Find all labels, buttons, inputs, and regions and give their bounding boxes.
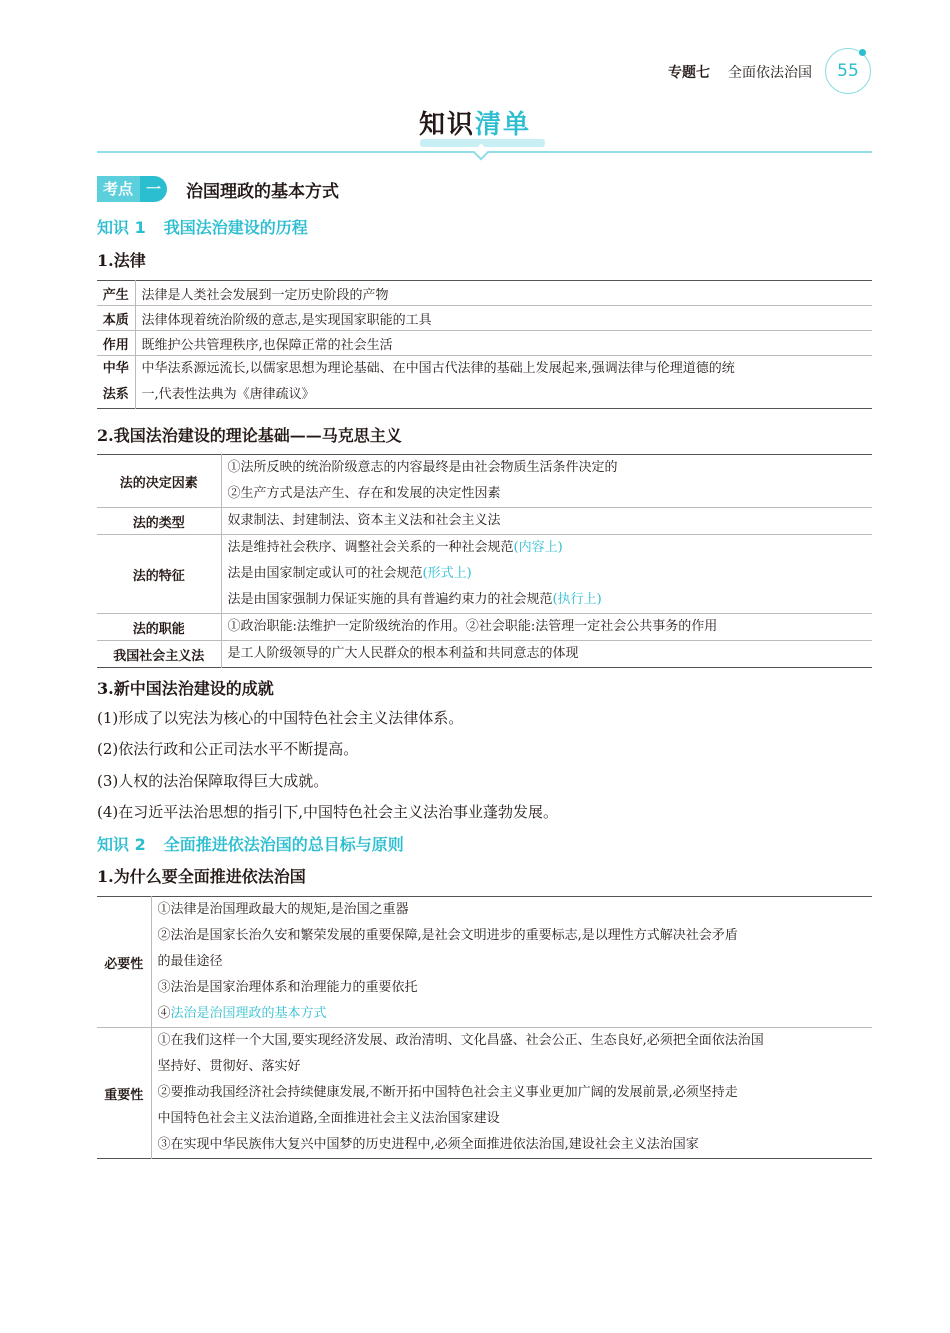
section-label: 全面依法治国	[728, 65, 812, 81]
zhishi-1-heading	[97, 215, 308, 238]
row-head: 法的类型	[97, 508, 221, 535]
kaodian-badge-label: 考点	[97, 176, 140, 202]
achievement-item: (1)形成了以宪法为核心的中国特色社会主义法律体系。	[97, 709, 464, 727]
row-head: 我国社会主义法	[97, 641, 221, 668]
table-row	[97, 306, 872, 331]
row-line: ①法所反映的统治阶级意志的内容最终是由社会物质生活条件决定的	[227, 460, 618, 475]
line-text: 法是由国家强制力保证实施的具有普遍约束力的社会规范	[227, 592, 553, 607]
rule-of-law-table	[97, 896, 872, 1159]
row-line	[228, 561, 867, 587]
kaodian-badge-number: 一	[140, 176, 167, 202]
table-row	[97, 356, 872, 409]
table-row	[97, 1028, 872, 1159]
row-text	[135, 356, 872, 409]
row-text	[151, 897, 872, 1028]
section-3-heading: 3.新中国法治建设的成就	[97, 679, 274, 698]
table-row	[97, 614, 872, 641]
table-row	[97, 535, 872, 614]
row-head: 法的职能	[97, 614, 221, 641]
table-row	[97, 508, 872, 535]
row-line: ①在我们这样一个大国,要实现经济发展、政治清明、文化昌盛、社会公正、生态良好,必须把全面依法治国	[157, 1033, 764, 1048]
highlighted-text: 法治是治国理政的基本方式	[170, 1006, 327, 1021]
line-text: 法是维持社会秩序、调整社会关系的一种社会规范	[227, 540, 514, 555]
row-text-line1: 中华法系源远流长,以儒家思想为理论基础、在中国古代法律的基础上发展起来,强调法律与伦理道德的统	[141, 361, 735, 376]
line-text: 法是由国家制定或认可的社会规范	[227, 566, 423, 581]
row-head: 法的决定因素	[97, 455, 221, 508]
row-line: ③法治是国家治理体系和治理能力的重要依托	[157, 980, 418, 995]
aspect-tag: (形式上)	[422, 566, 472, 581]
row-line: 奴隶制法、封建制法、资本主义法和社会主义法	[227, 513, 501, 528]
achievement-item: (2)依法行政和公正司法水平不断提高。	[97, 740, 359, 758]
kaodian-title: 治国理政的基本方式	[186, 182, 339, 202]
table-row	[97, 331, 872, 356]
row-head: 法的特征	[97, 535, 221, 614]
row-line: 是工人阶级领导的广大人民群众的根本利益和共同意志的体现	[227, 646, 579, 661]
row-text	[221, 535, 872, 614]
row-head	[97, 356, 135, 409]
row-text: 法律是人类社会发展到一定历史阶段的产物	[141, 287, 389, 303]
row-line: 的最佳途径	[157, 954, 223, 969]
row-line	[158, 1001, 867, 1027]
page-title	[0, 104, 950, 141]
section-1-heading: 1.法律	[97, 251, 146, 270]
zhishi-1-title: 我国法治建设的历程	[163, 218, 308, 237]
row-head: 本质	[97, 306, 135, 331]
row-head: 重要性	[97, 1028, 151, 1159]
table-row	[97, 641, 872, 668]
row-line: 中国特色社会主义法治道路,全面推进社会主义法治国家建设	[157, 1111, 500, 1126]
aspect-tag: (执行上)	[552, 592, 602, 607]
row-text: 既维护公共管理秩序,也保障正常的社会生活	[135, 331, 872, 356]
row-head: 产生	[97, 281, 135, 306]
row-text	[221, 614, 872, 641]
row-line: ②法治是国家长治久安和繁荣发展的重要保障,是社会文明进步的重要标志,是以理性方式解决社会矛盾	[157, 928, 738, 943]
page-number: 55	[825, 48, 871, 94]
table-row	[97, 455, 872, 508]
zhishi-2-heading	[97, 832, 404, 855]
table-row	[97, 281, 872, 306]
row-line: ②生产方式是法产生、存在和发展的决定性因素	[227, 486, 501, 501]
row-line: ①政治职能:法维护一定阶级统治的作用。②社会职能:法管理一定社会公共事务的作用	[227, 619, 718, 634]
row-line: 坚持好、贯彻好、落实好	[157, 1059, 301, 1074]
row-line	[228, 587, 867, 613]
row-text	[221, 641, 872, 668]
zhishi-2-num: 知识 2	[97, 835, 146, 854]
row-text: 法律体现着统治阶级的意志,是实现国家职能的工具	[135, 306, 872, 331]
row-head: 作用	[97, 331, 135, 356]
row-text	[221, 455, 872, 508]
zhishi-1-num: 知识 1	[97, 218, 146, 237]
row-line: ①法律是治国理政最大的规矩,是治国之重器	[157, 902, 409, 917]
chapter-label: 专题七	[668, 65, 710, 81]
row-line: ②要推动我国经济社会持续健康发展,不断开拓中国特色社会主义事业更加广阔的发展前景,必须坚持走	[157, 1085, 738, 1100]
achievement-item: (4)在习近平法治思想的指引下,中国特色社会主义法治事业蓬勃发展。	[97, 803, 559, 821]
row-head-line2: 法系	[102, 387, 129, 402]
title-part2: 清单	[475, 110, 532, 140]
page-number-dot-icon	[859, 49, 866, 56]
kaodian-badge	[97, 176, 175, 202]
row-text-line2: 一,代表性法典为《唐律疏议》	[141, 387, 315, 402]
table-row	[97, 897, 872, 1028]
row-text	[221, 508, 872, 535]
achievement-item: (3)人权的法治保障取得巨大成就。	[97, 772, 329, 790]
row-head-line1: 中华	[102, 361, 129, 376]
section-2-heading: 2.我国法治建设的理论基础——马克思主义	[97, 426, 402, 445]
section-4-heading: 1.为什么要全面推进依法治国	[97, 867, 306, 886]
row-text	[151, 1028, 872, 1159]
row-head: 必要性	[97, 897, 151, 1028]
law-table	[97, 280, 872, 409]
row-line: ③在实现中华民族伟大复兴中国梦的历史进程中,必须全面推进依法治国,建设社会主义法治国家	[157, 1137, 699, 1152]
row-line	[228, 535, 867, 561]
marxism-table	[97, 454, 872, 668]
title-part1: 知识	[418, 110, 475, 140]
page-header	[668, 62, 812, 82]
line-number: ④	[157, 1006, 171, 1021]
aspect-tag: (内容上)	[513, 540, 563, 555]
zhishi-2-title: 全面推进依法治国的总目标与原则	[163, 835, 404, 854]
